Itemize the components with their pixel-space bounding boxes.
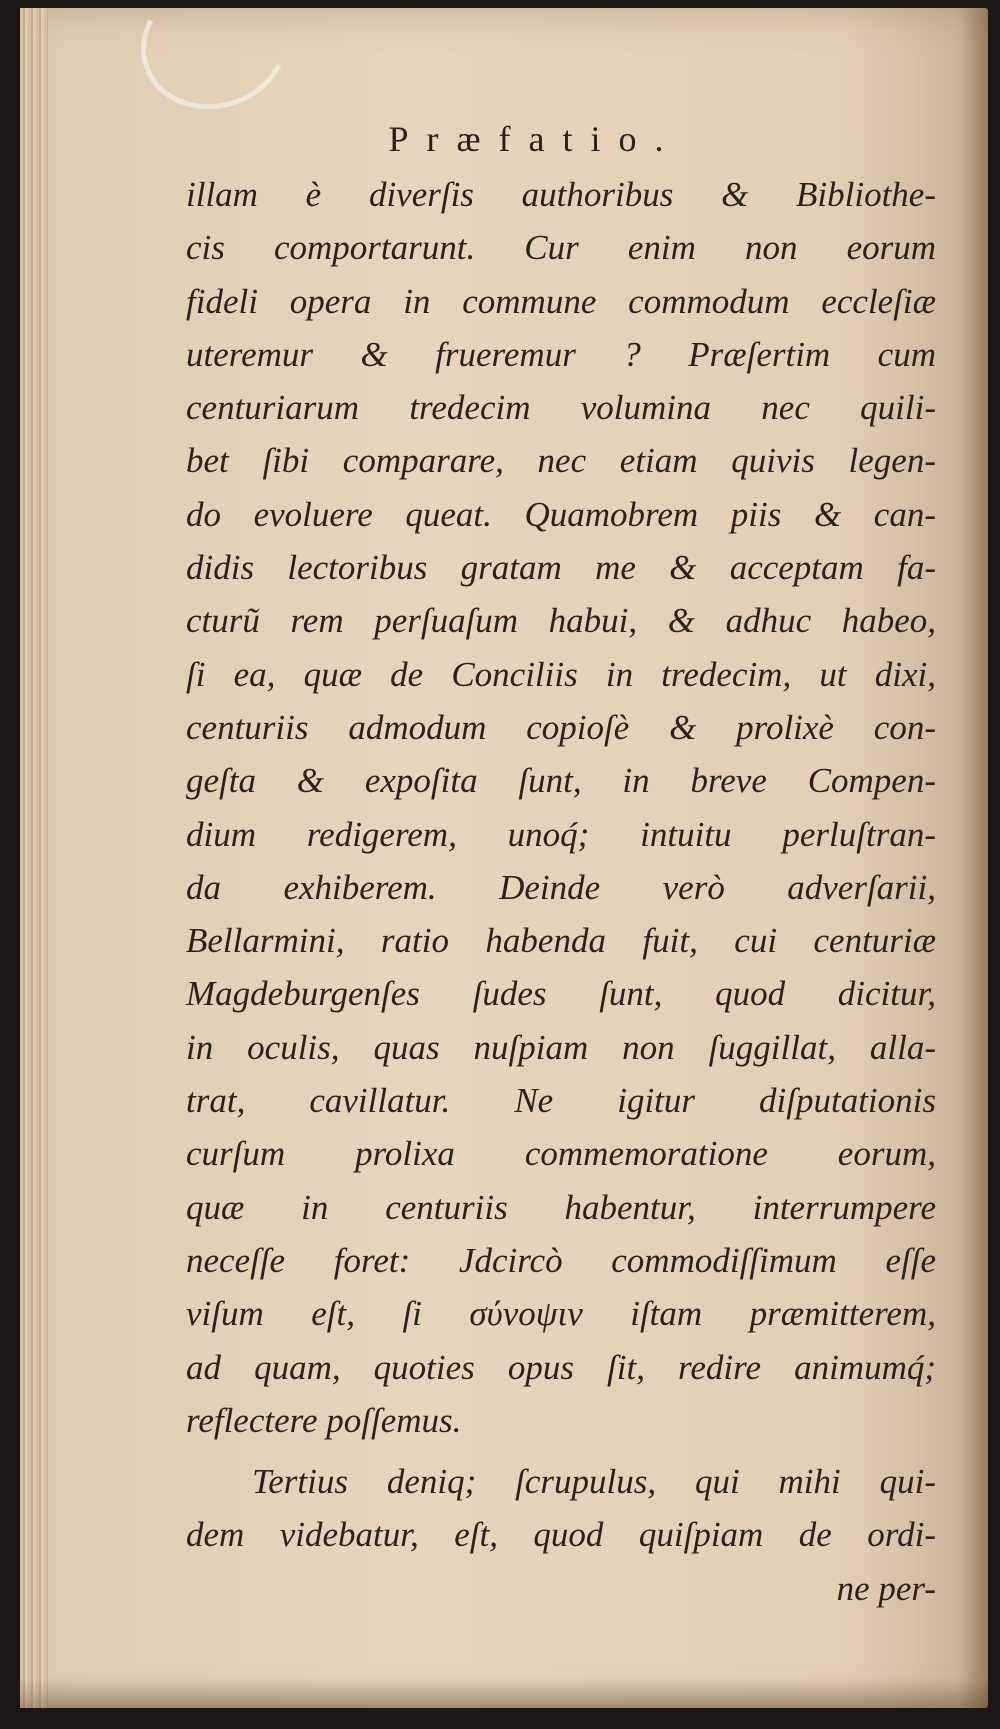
text-line: bet ſibi comparare, nec etiam quivis legen- bbox=[186, 441, 936, 481]
body-text bbox=[186, 168, 936, 1615]
text-line: uteremur & frueremur ? Præſertim cum bbox=[186, 334, 936, 374]
text-line: Bellarmini, ratio habenda fuit, cui centuriæ bbox=[186, 921, 936, 961]
text-line: Magdeburgenſes ſudes ſunt, quod dicitur, bbox=[186, 974, 936, 1014]
text-line: ad quam, quoties opus ſit, redire animumq́; bbox=[186, 1347, 936, 1387]
paragraph-gap bbox=[186, 1447, 936, 1455]
text-line: dium redigerem, unoq́; intuitu perluſtran- bbox=[186, 814, 936, 854]
page-edge-shadow bbox=[20, 1678, 988, 1708]
text-line: cis comportarunt. Cur enim non eorum bbox=[186, 228, 936, 268]
running-title: Præfatio. bbox=[388, 119, 682, 159]
text-line: didis lectoribus gratam me & acceptam fa- bbox=[186, 548, 936, 588]
text-line: neceſſe foret: Jdcircò commodiſſimum eſſe bbox=[186, 1240, 936, 1280]
text-line: centuriis admodum copioſè & prolixè con- bbox=[186, 707, 936, 747]
text-line: fideli opera in commune commodum eccleſiæ bbox=[186, 281, 936, 321]
text-line: centuriarum tredecim volumina nec quili- bbox=[186, 388, 936, 428]
text-line: geſta & expoſita ſunt, in breve Compen- bbox=[186, 761, 936, 801]
text-line: do evoluere queat. Quamobrem piis & can- bbox=[186, 494, 936, 534]
text-line: quæ in centuriis habentur, interrumpere bbox=[186, 1187, 936, 1227]
paper-clip-mark bbox=[122, 0, 307, 130]
text-line: cturũ rem perſuaſum habui, & adhuc habeo, bbox=[186, 601, 936, 641]
text-line: ſi ea, quæ de Conciliis in tredecim, ut dixi, bbox=[186, 654, 936, 694]
text-line: da exhiberem. Deinde verò adverſarii, bbox=[186, 867, 936, 907]
text-line: reflectere poſſemus. bbox=[186, 1400, 462, 1440]
text-line: curſum prolixa commemoratione eorum, bbox=[186, 1134, 936, 1174]
text-line: illam è diverſis authoribus & Bibliothe- bbox=[186, 175, 936, 214]
text-line: trat, cavillatur. Ne igitur diſputationis bbox=[186, 1081, 936, 1121]
text-line: in oculis, quas nuſpiam non ſuggillat, alla- bbox=[186, 1027, 936, 1067]
text-line: dem videbatur, eſt, quod quiſpiam de ordi- bbox=[186, 1515, 936, 1555]
text-line: Tertius deniq; ſcrupulus, qui mihi qui- bbox=[252, 1462, 936, 1502]
catchword: ne per- bbox=[836, 1568, 936, 1608]
text-line: viſum eſt, ſi σύνοψιν iſtam præmitterem, bbox=[186, 1294, 936, 1334]
